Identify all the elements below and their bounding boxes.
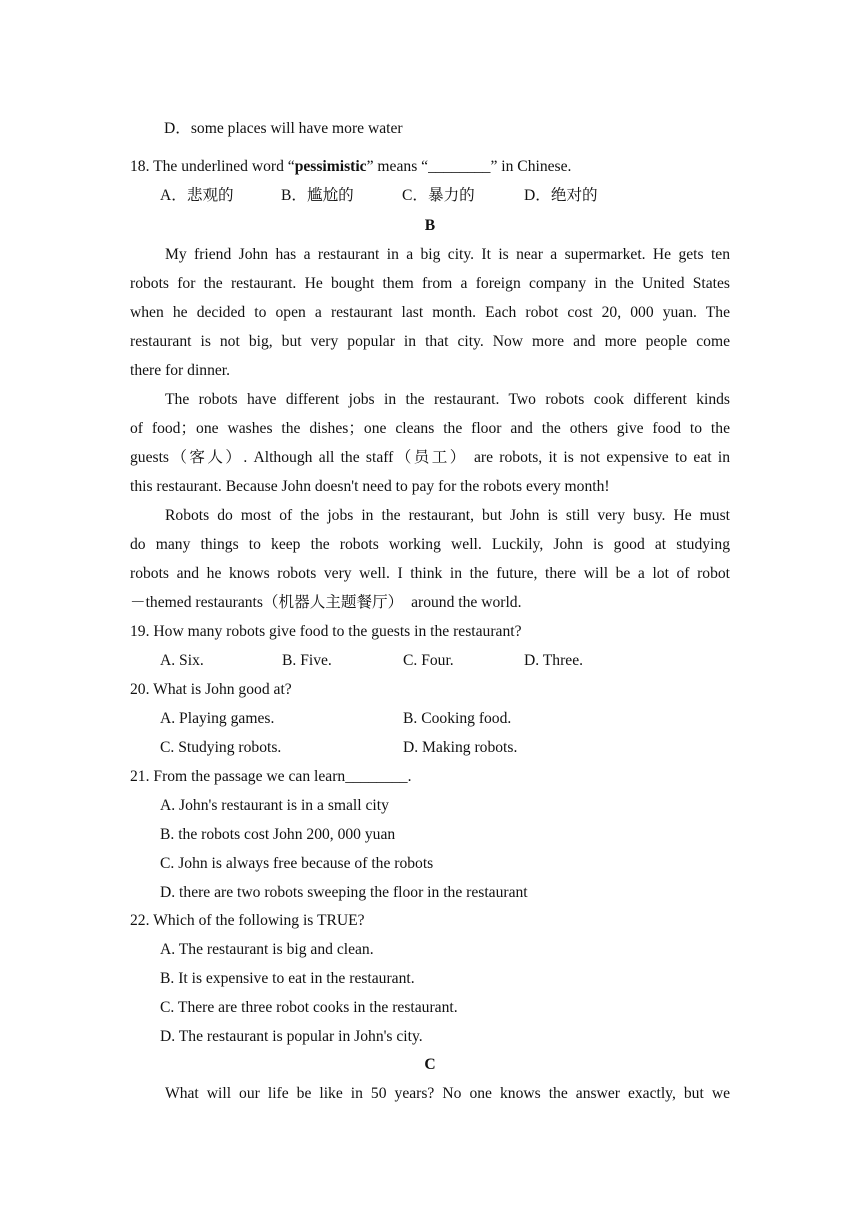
passage-b-line: do many things to keep the robots working well. Luckily, John is good at studying xyxy=(130,536,730,553)
q22-option-d: D. The restaurant is popular in John's city. xyxy=(160,1028,423,1045)
q20-option-c: C. Studying robots. xyxy=(160,739,282,756)
passage-b-line: Robots do most of the jobs in the restaurant, but John is still very busy. He must xyxy=(165,507,730,524)
passage-b-line: The robots have different jobs in the restaurant. Two robots cook different kinds xyxy=(165,391,730,408)
q18-stem-suffix: ” means “________” in Chinese. xyxy=(366,158,572,175)
passage-b-line: －themed restaurants（机器人主题餐厅） around the world. xyxy=(130,594,522,611)
passage-b-line: this restaurant. Because John doesn't need to pay for the robots every month! xyxy=(130,478,610,495)
q17-option-d: D．some places will have more water xyxy=(164,120,403,137)
passage-b-line: there for dinner. xyxy=(130,362,231,379)
passage-b-line: of food；one washes the dishes；one cleans the floor and the others give food to the xyxy=(130,420,730,437)
passage-b-line: restaurant is not big, but very popular in that city. Now more and more people come xyxy=(130,333,730,350)
passage-b-line: robots for the restaurant. He bought them from a foreign company in the United States xyxy=(130,275,730,292)
passage-c-line: What will our life be like in 50 years? No one knows the answer exactly, but we xyxy=(165,1085,730,1102)
section-c-heading: C xyxy=(424,1056,436,1073)
q21-option-d: D. there are two robots sweeping the floor in the restaurant xyxy=(160,884,528,901)
q18-option-d: D．绝对的 xyxy=(524,187,598,204)
passage-b-line: when he decided to open a restaurant last month. Each robot cost 20, 000 yuan. The xyxy=(130,304,730,321)
q18-option-b: B．尴尬的 xyxy=(281,187,354,204)
q21-option-c: C. John is always free because of the robots xyxy=(160,855,434,872)
q18-stem-word: pessimistic xyxy=(294,158,367,175)
q21-option-a: A. John's restaurant is in a small city xyxy=(160,797,389,814)
q18-stem-prefix: 18. The underlined word “ xyxy=(130,158,295,175)
q19-option-c: C. Four. xyxy=(403,652,454,669)
q19-option-b: B. Five. xyxy=(282,652,332,669)
q20-stem: 20. What is John good at? xyxy=(130,681,292,698)
passage-b-line: My friend John has a restaurant in a big city. It is near a supermarket. He gets ten xyxy=(165,246,730,263)
q18-option-c: C．暴力的 xyxy=(402,187,475,204)
q19-option-a: A. Six. xyxy=(160,652,204,669)
q20-option-a: A. Playing games. xyxy=(160,710,275,727)
q22-option-c: C. There are three robot cooks in the restaurant. xyxy=(160,999,458,1016)
q19-stem: 19. How many robots give food to the guests in the restaurant? xyxy=(130,623,522,640)
passage-b-line: guests（客人）. Although all the staff（员工） are robots, it is not expensive to eat in xyxy=(130,449,730,466)
q19-option-d: D. Three. xyxy=(524,652,584,669)
q22-option-a: A. The restaurant is big and clean. xyxy=(160,941,374,958)
q18-option-a: A．悲观的 xyxy=(160,187,234,204)
q22-stem: 22. Which of the following is TRUE? xyxy=(130,912,365,929)
q20-option-d: D. Making robots. xyxy=(403,739,518,756)
q22-option-b: B. It is expensive to eat in the restaurant. xyxy=(160,970,415,987)
q21-option-b: B. the robots cost John 200, 000 yuan xyxy=(160,826,396,843)
q20-option-b: B. Cooking food. xyxy=(403,710,512,727)
q21-stem: 21. From the passage we can learn________. xyxy=(130,768,412,785)
section-b-heading: B xyxy=(424,217,436,234)
q18-stem xyxy=(130,157,571,177)
passage-b-line: robots and he knows robots very well. I think in the future, there will be a lot of robot xyxy=(130,565,730,582)
